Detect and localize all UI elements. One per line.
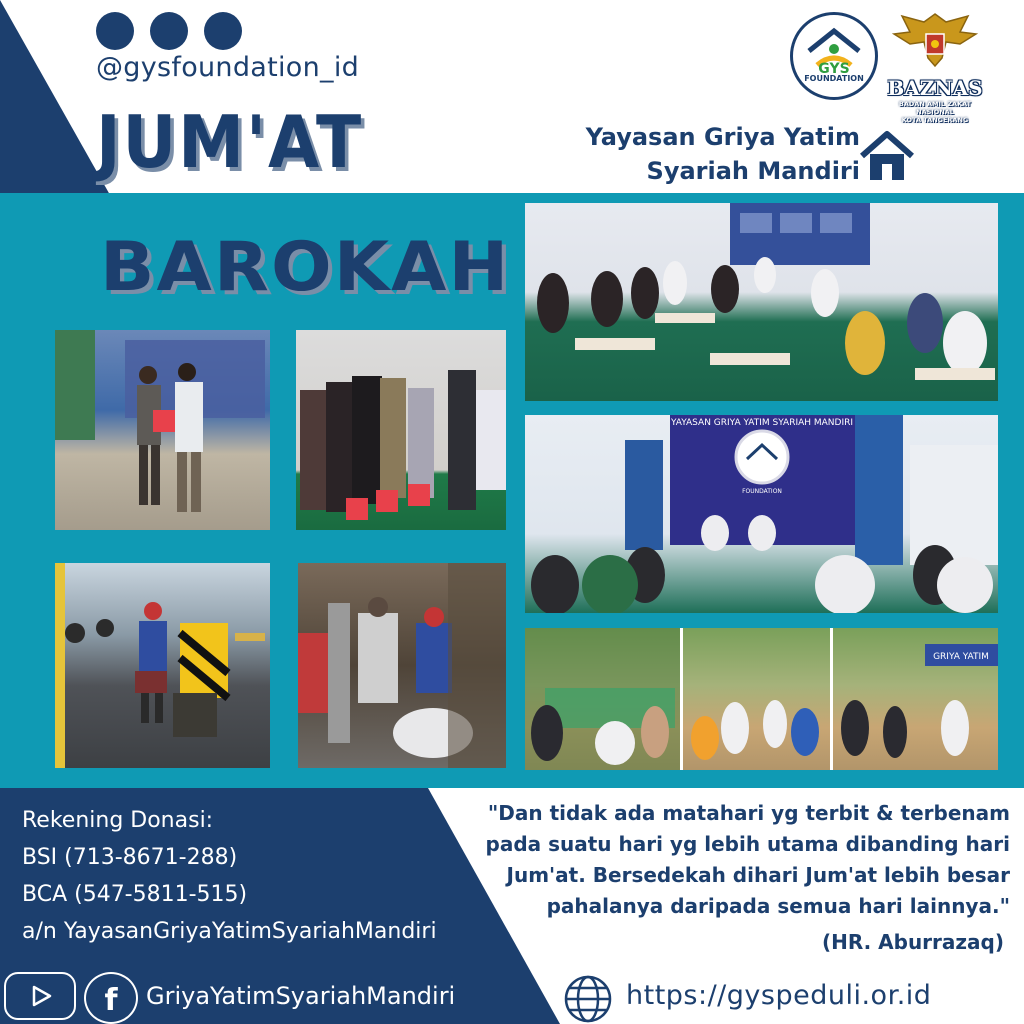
- title-line-1: JUM'AT: [96, 100, 363, 184]
- quote-line: "Dan tidak ada matahari yg terbit & terbenam: [487, 801, 1010, 825]
- photo-distribution-hall: [296, 330, 506, 530]
- corner-triangle-decoration: [0, 0, 110, 195]
- quote-line: pada suatu hari yg lebih utama dibanding hari: [485, 832, 1010, 856]
- house-icon: [858, 128, 916, 184]
- decorative-dot: [150, 12, 188, 50]
- signboard-text: GRIYA YATIM: [933, 652, 989, 662]
- hadith-quote: [470, 798, 1010, 922]
- organization-name: [560, 120, 860, 188]
- hall-banner-text: YAYASAN GRIYA YATIM SYARIAH MANDIRI: [670, 418, 854, 428]
- gys-logo-label: FOUNDATION: [804, 74, 864, 83]
- svg-text:f: f: [104, 983, 118, 1018]
- decorative-dot: [96, 12, 134, 50]
- baznas-subtitle: [880, 100, 990, 124]
- social-account-label[interactable]: GriyaYatimSyariahMandiri: [146, 982, 456, 1010]
- baznas-logo: [880, 8, 990, 123]
- donation-bsi: BSI (713-8671-288): [22, 845, 238, 870]
- photo-distribution-street: [55, 330, 270, 530]
- decorative-dot: [204, 12, 242, 50]
- photo-hall-gathering: [525, 415, 998, 613]
- quote-line: pahalanya daripada semua hari lainnya.": [546, 894, 1010, 918]
- website-url[interactable]: https://gyspeduli.or.id: [626, 980, 932, 1011]
- donation-account-name: a/n YayasanGriyaYatimSyariahMandiri: [22, 919, 437, 944]
- photo-classroom-study: [525, 203, 998, 401]
- baznas-subtitle-line: KOTA TANGERANG: [901, 116, 969, 124]
- photo-children-group: [525, 628, 998, 770]
- quote-source: (HR. Aburrazaq): [821, 930, 1004, 954]
- svg-text:GYS: GYS: [818, 61, 850, 77]
- donation-bca: BCA (547-5811-515): [22, 882, 248, 907]
- globe-icon: [562, 974, 614, 1024]
- organization-name-line: Syariah Mandiri: [646, 157, 860, 185]
- facebook-icon[interactable]: [84, 972, 138, 1024]
- photo-street-vendor: [298, 563, 506, 768]
- hall-logo-label: FOUNDATION: [742, 488, 782, 495]
- photo-roadside-giving: [55, 563, 270, 768]
- social-handle: @gysfoundation_id: [96, 52, 360, 83]
- quote-line: Jum'at. Bersedekah dihari Jum'at lebih besar: [506, 863, 1010, 887]
- youtube-icon[interactable]: [4, 972, 76, 1020]
- organization-name-line: Yayasan Griya Yatim: [585, 123, 860, 151]
- baznas-name: BAZNAS: [887, 76, 983, 100]
- garuda-emblem-icon: [880, 8, 990, 78]
- donation-heading: Rekening Donasi:: [22, 808, 214, 833]
- gys-foundation-logo: [790, 12, 878, 100]
- baznas-subtitle-line: BADAN AMIL ZAKAT NASIONAL: [898, 100, 972, 116]
- title-line-2: BAROKAH: [100, 228, 511, 307]
